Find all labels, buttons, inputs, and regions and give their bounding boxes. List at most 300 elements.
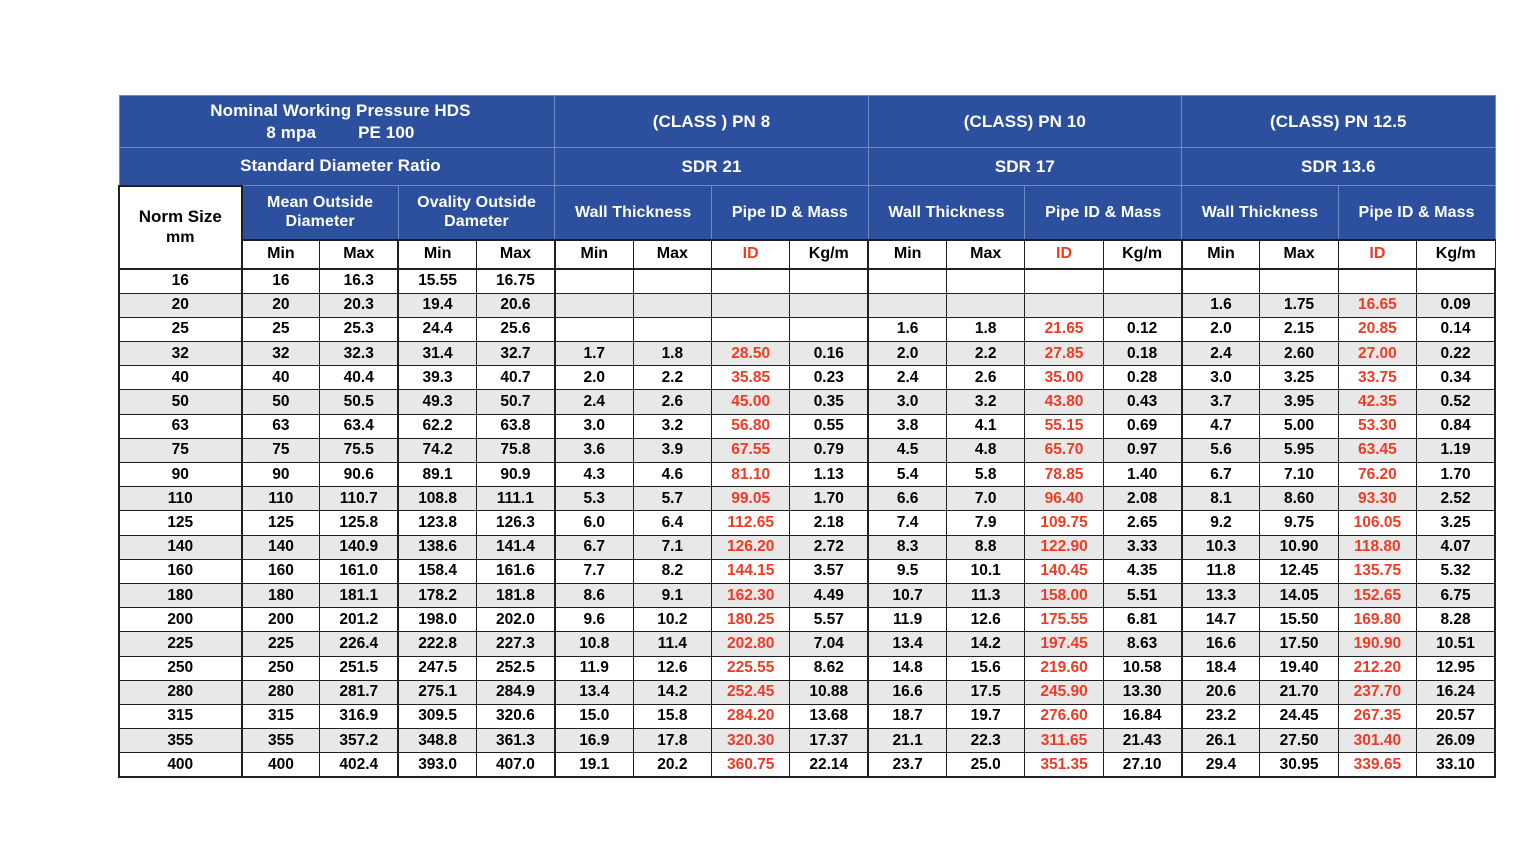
cell-pn125-wall-min: 4.7 <box>1182 414 1260 438</box>
cell-pn10-kgm: 2.65 <box>1103 511 1181 535</box>
cell-pn8-id: 252.45 <box>712 680 790 704</box>
cell-pn8-wall-min: 10.8 <box>555 632 633 656</box>
cell-pn8-wall-min: 6.0 <box>555 511 633 535</box>
cell-pn8-id: 112.65 <box>712 511 790 535</box>
cell-mean-od-min: 280 <box>242 680 320 704</box>
cell-pn125-id: 33.75 <box>1338 366 1416 390</box>
table-row <box>119 583 1495 607</box>
cell-mean-od-max: 357.2 <box>320 729 398 753</box>
cell-pn125-id: 63.45 <box>1338 438 1416 462</box>
cell-pn10-kgm: 10.58 <box>1103 656 1181 680</box>
pipe-id-mass-header-pn125: Pipe ID & Mass <box>1338 186 1495 240</box>
cell-pn8-wall-min <box>555 293 633 317</box>
cell-pn125-wall-max: 15.50 <box>1260 608 1338 632</box>
cell-pn125-wall-min: 10.3 <box>1182 535 1260 559</box>
cell-ovality-od-min: 15.55 <box>398 269 476 294</box>
cell-pn8-id <box>712 293 790 317</box>
cell-pn10-id: 140.45 <box>1025 559 1103 583</box>
sdr-value-pn125: SDR 13.6 <box>1182 148 1495 186</box>
cell-mean-od-min: 110 <box>242 487 320 511</box>
cell-pn10-id: 197.45 <box>1025 632 1103 656</box>
table-row <box>119 632 1495 656</box>
cell-ovality-od-max: 20.6 <box>477 293 555 317</box>
norm-size-unit: mm <box>166 228 195 246</box>
subheader-pn8-wt-max: Max <box>633 240 711 269</box>
cell-mean-od-max: 181.1 <box>320 583 398 607</box>
cell-ovality-od-min: 19.4 <box>398 293 476 317</box>
cell-ovality-od-min: 39.3 <box>398 366 476 390</box>
cell-ovality-od-max: 32.7 <box>477 342 555 366</box>
cell-pn10-wall-max: 11.3 <box>947 583 1025 607</box>
cell-pn125-id: 212.20 <box>1338 656 1416 680</box>
cell-pn125-id: 106.05 <box>1338 511 1416 535</box>
cell-pn8-id: 56.80 <box>712 414 790 438</box>
subheader-pn10-id: ID <box>1025 240 1103 269</box>
cell-pn125-wall-max: 21.70 <box>1260 680 1338 704</box>
cell-mean-od-min: 160 <box>242 559 320 583</box>
cell-pn125-wall-max: 19.40 <box>1260 656 1338 680</box>
cell-pn10-wall-max: 3.2 <box>947 390 1025 414</box>
cell-pn125-kgm: 8.28 <box>1417 608 1495 632</box>
cell-mean-od-max: 161.0 <box>320 559 398 583</box>
cell-pn125-wall-min: 13.3 <box>1182 583 1260 607</box>
cell-pn8-wall-max: 12.6 <box>633 656 711 680</box>
cell-mean-od-min: 225 <box>242 632 320 656</box>
wall-thickness-header-pn8: Wall Thickness <box>555 186 712 240</box>
cell-pn8-wall-max: 8.2 <box>633 559 711 583</box>
cell-pn10-wall-max: 10.1 <box>947 559 1025 583</box>
cell-pn125-wall-min: 3.7 <box>1182 390 1260 414</box>
class-header-pn8: (CLASS ) PN 8 <box>555 96 868 148</box>
cell-mean-od-min: 140 <box>242 535 320 559</box>
cell-pn125-wall-max: 2.60 <box>1260 342 1338 366</box>
cell-pn8-wall-max: 4.6 <box>633 463 711 487</box>
cell-pn125-kgm: 5.32 <box>1417 559 1495 583</box>
cell-pn125-wall-max: 1.75 <box>1260 293 1338 317</box>
cell-ovality-od-min: 247.5 <box>398 656 476 680</box>
cell-ovality-od-max: 252.5 <box>477 656 555 680</box>
cell-ovality-od-max: 181.8 <box>477 583 555 607</box>
table-row <box>119 511 1495 535</box>
cell-ovality-od-min: 275.1 <box>398 680 476 704</box>
cell-pn8-kgm: 3.57 <box>790 559 868 583</box>
cell-norm-size: 63 <box>119 414 242 438</box>
table-row <box>119 438 1495 462</box>
cell-pn10-wall-min <box>868 293 946 317</box>
cell-norm-size: 125 <box>119 511 242 535</box>
cell-mean-od-max: 20.3 <box>320 293 398 317</box>
cell-pn10-wall-min: 16.6 <box>868 680 946 704</box>
cell-pn8-wall-min: 3.6 <box>555 438 633 462</box>
cell-pn10-wall-min: 10.7 <box>868 583 946 607</box>
cell-pn8-id: 202.80 <box>712 632 790 656</box>
cell-pn8-wall-max: 3.2 <box>633 414 711 438</box>
table-row <box>119 656 1495 680</box>
cell-pn10-wall-max: 4.1 <box>947 414 1025 438</box>
cell-pn125-wall-max: 5.95 <box>1260 438 1338 462</box>
cell-mean-od-min: 75 <box>242 438 320 462</box>
subheader-pn125-wt-max: Max <box>1260 240 1338 269</box>
cell-pn10-kgm: 6.81 <box>1103 608 1181 632</box>
cell-norm-size: 200 <box>119 608 242 632</box>
mean-outside-diameter-header: Mean Outside Diameter <box>242 186 399 240</box>
cell-pn10-kgm: 3.33 <box>1103 535 1181 559</box>
subheader-mod-min: Min <box>242 240 320 269</box>
cell-ovality-od-min: 198.0 <box>398 608 476 632</box>
cell-pn8-wall-max: 2.6 <box>633 390 711 414</box>
cell-mean-od-min: 40 <box>242 366 320 390</box>
cell-pn125-id: 237.70 <box>1338 680 1416 704</box>
cell-pn8-wall-max: 11.4 <box>633 632 711 656</box>
cell-pn125-wall-min: 14.7 <box>1182 608 1260 632</box>
cell-norm-size: 40 <box>119 366 242 390</box>
cell-pn125-wall-min: 23.2 <box>1182 704 1260 728</box>
cell-pn10-kgm: 8.63 <box>1103 632 1181 656</box>
cell-norm-size: 140 <box>119 535 242 559</box>
cell-pn8-wall-min: 3.0 <box>555 414 633 438</box>
cell-pn8-wall-max: 5.7 <box>633 487 711 511</box>
cell-norm-size: 280 <box>119 680 242 704</box>
cell-ovality-od-min: 158.4 <box>398 559 476 583</box>
cell-pn10-kgm: 16.84 <box>1103 704 1181 728</box>
cell-mean-od-max: 90.6 <box>320 463 398 487</box>
cell-pn10-id: 245.90 <box>1025 680 1103 704</box>
cell-pn8-kgm: 1.70 <box>790 487 868 511</box>
cell-pn8-wall-max: 14.2 <box>633 680 711 704</box>
cell-pn8-wall-min: 2.4 <box>555 390 633 414</box>
cell-pn8-wall-min <box>555 317 633 341</box>
cell-pn10-id: 27.85 <box>1025 342 1103 366</box>
cell-pn125-kgm: 0.84 <box>1417 414 1495 438</box>
cell-ovality-od-max: 16.75 <box>477 269 555 294</box>
cell-mean-od-min: 355 <box>242 729 320 753</box>
cell-pn8-id: 225.55 <box>712 656 790 680</box>
cell-ovality-od-max: 407.0 <box>477 753 555 778</box>
wall-thickness-header-pn10: Wall Thickness <box>868 186 1025 240</box>
material-grade: PE 100 <box>358 122 415 142</box>
cell-ovality-od-max: 75.8 <box>477 438 555 462</box>
cell-pn125-wall-min: 16.6 <box>1182 632 1260 656</box>
cell-pn8-wall-min: 1.7 <box>555 342 633 366</box>
cell-pn10-kgm: 0.28 <box>1103 366 1181 390</box>
cell-pn125-id: 93.30 <box>1338 487 1416 511</box>
cell-pn10-wall-max: 14.2 <box>947 632 1025 656</box>
header-row-class <box>119 96 1495 148</box>
cell-pn10-wall-max: 8.8 <box>947 535 1025 559</box>
cell-pn8-kgm: 17.37 <box>790 729 868 753</box>
pipe-id-mass-header-pn8: Pipe ID & Mass <box>712 186 869 240</box>
cell-pn10-id: 65.70 <box>1025 438 1103 462</box>
cell-pn8-wall-min <box>555 269 633 294</box>
pipe-dimension-table <box>118 95 1496 778</box>
cell-ovality-od-max: 25.6 <box>477 317 555 341</box>
table-row <box>119 366 1495 390</box>
cell-mean-od-min: 250 <box>242 656 320 680</box>
cell-pn10-id: 55.15 <box>1025 414 1103 438</box>
cell-pn8-wall-min: 4.3 <box>555 463 633 487</box>
cell-mean-od-min: 25 <box>242 317 320 341</box>
header-row-subcolumns <box>119 240 1495 269</box>
cell-ovality-od-max: 202.0 <box>477 608 555 632</box>
cell-pn10-wall-max: 4.8 <box>947 438 1025 462</box>
cell-pn10-wall-min: 8.3 <box>868 535 946 559</box>
table-header <box>119 96 1495 269</box>
cell-pn10-kgm: 0.12 <box>1103 317 1181 341</box>
cell-pn8-wall-max: 2.2 <box>633 366 711 390</box>
cell-pn10-wall-min: 13.4 <box>868 632 946 656</box>
standard-diameter-ratio-label: Standard Diameter Ratio <box>119 148 555 186</box>
table-row <box>119 535 1495 559</box>
cell-pn8-id: 81.10 <box>712 463 790 487</box>
cell-ovality-od-max: 40.7 <box>477 366 555 390</box>
cell-pn8-kgm: 13.68 <box>790 704 868 728</box>
cell-pn125-wall-min: 18.4 <box>1182 656 1260 680</box>
cell-pn125-wall-max: 2.15 <box>1260 317 1338 341</box>
cell-pn10-wall-min: 14.8 <box>868 656 946 680</box>
cell-pn10-wall-min: 2.4 <box>868 366 946 390</box>
cell-pn125-id: 76.20 <box>1338 463 1416 487</box>
table-row <box>119 704 1495 728</box>
cell-pn10-kgm <box>1103 269 1181 294</box>
cell-pn8-wall-max: 20.2 <box>633 753 711 778</box>
cell-pn8-kgm <box>790 293 868 317</box>
subheader-pn8-kgm: Kg/m <box>790 240 868 269</box>
cell-pn10-kgm: 27.10 <box>1103 753 1181 778</box>
table-row <box>119 729 1495 753</box>
cell-pn10-wall-max <box>947 293 1025 317</box>
cell-pn125-kgm <box>1417 269 1495 294</box>
cell-norm-size: 400 <box>119 753 242 778</box>
cell-pn125-wall-max: 30.95 <box>1260 753 1338 778</box>
header-row-sdr <box>119 148 1495 186</box>
subheader-mod-max: Max <box>320 240 398 269</box>
subheader-pn10-kgm: Kg/m <box>1103 240 1181 269</box>
cell-mean-od-min: 315 <box>242 704 320 728</box>
cell-pn10-id: 175.55 <box>1025 608 1103 632</box>
cell-pn10-wall-min: 2.0 <box>868 342 946 366</box>
cell-pn125-kgm: 1.70 <box>1417 463 1495 487</box>
cell-norm-size: 16 <box>119 269 242 294</box>
cell-pn125-wall-max: 5.00 <box>1260 414 1338 438</box>
cell-pn10-kgm: 0.69 <box>1103 414 1181 438</box>
cell-pn125-wall-max: 9.75 <box>1260 511 1338 535</box>
cell-norm-size: 90 <box>119 463 242 487</box>
cell-pn10-wall-max: 5.8 <box>947 463 1025 487</box>
cell-pn125-kgm: 6.75 <box>1417 583 1495 607</box>
cell-norm-size: 180 <box>119 583 242 607</box>
cell-pn8-wall-max: 7.1 <box>633 535 711 559</box>
cell-pn8-wall-min: 19.1 <box>555 753 633 778</box>
cell-pn125-wall-min: 11.8 <box>1182 559 1260 583</box>
cell-mean-od-max: 201.2 <box>320 608 398 632</box>
pipe-id-mass-header-pn10: Pipe ID & Mass <box>1025 186 1182 240</box>
cell-ovality-od-min: 309.5 <box>398 704 476 728</box>
cell-pn10-wall-max: 2.6 <box>947 366 1025 390</box>
cell-pn125-kgm: 4.07 <box>1417 535 1495 559</box>
cell-pn125-id: 152.65 <box>1338 583 1416 607</box>
cell-ovality-od-max: 111.1 <box>477 487 555 511</box>
table-row <box>119 608 1495 632</box>
cell-pn8-wall-max: 17.8 <box>633 729 711 753</box>
cell-pn8-id <box>712 269 790 294</box>
cell-pn10-wall-min: 3.0 <box>868 390 946 414</box>
cell-pn8-kgm: 7.04 <box>790 632 868 656</box>
cell-pn10-wall-min: 3.8 <box>868 414 946 438</box>
cell-pn8-kgm <box>790 269 868 294</box>
cell-ovality-od-max: 126.3 <box>477 511 555 535</box>
subheader-pn8-wt-min: Min <box>555 240 633 269</box>
cell-pn125-wall-min: 20.6 <box>1182 680 1260 704</box>
cell-pn8-kgm: 2.18 <box>790 511 868 535</box>
cell-pn10-id: 276.60 <box>1025 704 1103 728</box>
cell-ovality-od-max: 161.6 <box>477 559 555 583</box>
cell-pn10-id: 21.65 <box>1025 317 1103 341</box>
cell-mean-od-min: 20 <box>242 293 320 317</box>
cell-pn10-wall-max: 7.0 <box>947 487 1025 511</box>
cell-pn10-wall-max: 19.7 <box>947 704 1025 728</box>
cell-pn8-kgm: 1.13 <box>790 463 868 487</box>
pipe-specification-sheet <box>118 95 1496 778</box>
cell-ovality-od-min: 178.2 <box>398 583 476 607</box>
sdr-value-pn10: SDR 17 <box>868 148 1181 186</box>
cell-mean-od-max: 125.8 <box>320 511 398 535</box>
cell-ovality-od-max: 50.7 <box>477 390 555 414</box>
cell-pn8-wall-min: 8.6 <box>555 583 633 607</box>
cell-pn8-kgm: 0.79 <box>790 438 868 462</box>
cell-pn10-kgm: 13.30 <box>1103 680 1181 704</box>
subheader-ov-max: Max <box>477 240 555 269</box>
cell-pn10-wall-max: 1.8 <box>947 317 1025 341</box>
cell-pn125-kgm: 0.09 <box>1417 293 1495 317</box>
cell-pn10-wall-min: 4.5 <box>868 438 946 462</box>
cell-pn125-wall-min: 3.0 <box>1182 366 1260 390</box>
cell-mean-od-min: 200 <box>242 608 320 632</box>
cell-pn10-wall-max: 7.9 <box>947 511 1025 535</box>
cell-pn125-wall-max: 17.50 <box>1260 632 1338 656</box>
cell-pn8-wall-max: 3.9 <box>633 438 711 462</box>
cell-ovality-od-max: 284.9 <box>477 680 555 704</box>
table-row <box>119 317 1495 341</box>
class-header-pn125: (CLASS) PN 12.5 <box>1182 96 1495 148</box>
cell-pn125-wall-max: 12.45 <box>1260 559 1338 583</box>
cell-pn8-id: 126.20 <box>712 535 790 559</box>
cell-norm-size: 110 <box>119 487 242 511</box>
cell-pn8-id: 162.30 <box>712 583 790 607</box>
cell-pn125-kgm: 0.34 <box>1417 366 1495 390</box>
cell-pn10-id: 351.35 <box>1025 753 1103 778</box>
cell-pn125-id: 267.35 <box>1338 704 1416 728</box>
cell-pn8-kgm: 10.88 <box>790 680 868 704</box>
cell-pn10-wall-min <box>868 269 946 294</box>
cell-pn8-wall-min: 16.9 <box>555 729 633 753</box>
cell-pn8-id: 284.20 <box>712 704 790 728</box>
cell-ovality-od-max: 320.6 <box>477 704 555 728</box>
title-line-2 <box>127 122 555 144</box>
pressure-value: 8 mpa <box>266 122 317 142</box>
cell-pn10-id: 35.00 <box>1025 366 1103 390</box>
cell-pn10-id: 122.90 <box>1025 535 1103 559</box>
cell-pn8-id: 180.25 <box>712 608 790 632</box>
cell-pn10-id: 78.85 <box>1025 463 1103 487</box>
table-row <box>119 680 1495 704</box>
cell-pn10-wall-max <box>947 269 1025 294</box>
cell-ovality-od-min: 74.2 <box>398 438 476 462</box>
ovality-outside-diameter-header: Ovality Outside Dameter <box>398 186 555 240</box>
cell-pn8-id: 99.05 <box>712 487 790 511</box>
class-header-pn10: (CLASS) PN 10 <box>868 96 1181 148</box>
cell-pn125-kgm: 16.24 <box>1417 680 1495 704</box>
cell-pn125-wall-max: 10.90 <box>1260 535 1338 559</box>
cell-mean-od-min: 63 <box>242 414 320 438</box>
cell-pn8-wall-max <box>633 317 711 341</box>
cell-pn8-kgm: 0.16 <box>790 342 868 366</box>
cell-pn10-kgm: 0.18 <box>1103 342 1181 366</box>
cell-mean-od-max: 50.5 <box>320 390 398 414</box>
cell-mean-od-min: 125 <box>242 511 320 535</box>
table-row <box>119 269 1495 294</box>
table-row <box>119 487 1495 511</box>
cell-pn8-wall-max <box>633 293 711 317</box>
cell-pn10-id: 219.60 <box>1025 656 1103 680</box>
cell-mean-od-max: 25.3 <box>320 317 398 341</box>
cell-pn125-kgm: 0.22 <box>1417 342 1495 366</box>
cell-mean-od-max: 75.5 <box>320 438 398 462</box>
cell-pn10-kgm: 5.51 <box>1103 583 1181 607</box>
cell-ovality-od-max: 63.8 <box>477 414 555 438</box>
cell-pn8-kgm: 4.49 <box>790 583 868 607</box>
cell-pn10-kgm: 0.97 <box>1103 438 1181 462</box>
cell-pn10-wall-min: 11.9 <box>868 608 946 632</box>
cell-pn10-wall-max: 2.2 <box>947 342 1025 366</box>
cell-pn125-wall-min: 1.6 <box>1182 293 1260 317</box>
cell-ovality-od-min: 123.8 <box>398 511 476 535</box>
cell-pn125-id: 339.65 <box>1338 753 1416 778</box>
cell-mean-od-max: 281.7 <box>320 680 398 704</box>
cell-mean-od-max: 32.3 <box>320 342 398 366</box>
table-row <box>119 293 1495 317</box>
cell-pn125-kgm: 10.51 <box>1417 632 1495 656</box>
cell-ovality-od-min: 24.4 <box>398 317 476 341</box>
cell-pn10-kgm: 2.08 <box>1103 487 1181 511</box>
cell-ovality-od-min: 393.0 <box>398 753 476 778</box>
cell-norm-size: 20 <box>119 293 242 317</box>
subheader-pn10-wt-min: Min <box>868 240 946 269</box>
cell-norm-size: 315 <box>119 704 242 728</box>
cell-mean-od-max: 40.4 <box>320 366 398 390</box>
cell-pn125-id: 16.65 <box>1338 293 1416 317</box>
table-row <box>119 342 1495 366</box>
cell-pn10-wall-max: 15.6 <box>947 656 1025 680</box>
title-line-1: Nominal Working Pressure HDS <box>210 100 471 120</box>
cell-pn125-wall-max: 8.60 <box>1260 487 1338 511</box>
cell-pn10-id: 158.00 <box>1025 583 1103 607</box>
cell-ovality-od-max: 227.3 <box>477 632 555 656</box>
cell-pn8-wall-min: 7.7 <box>555 559 633 583</box>
cell-ovality-od-min: 138.6 <box>398 535 476 559</box>
cell-pn8-id: 35.85 <box>712 366 790 390</box>
cell-pn125-kgm: 12.95 <box>1417 656 1495 680</box>
cell-pn125-wall-min: 8.1 <box>1182 487 1260 511</box>
cell-pn8-wall-min: 13.4 <box>555 680 633 704</box>
cell-norm-size: 32 <box>119 342 242 366</box>
cell-pn10-id: 96.40 <box>1025 487 1103 511</box>
cell-pn10-kgm: 21.43 <box>1103 729 1181 753</box>
cell-pn10-wall-max: 22.3 <box>947 729 1025 753</box>
cell-ovality-od-min: 108.8 <box>398 487 476 511</box>
cell-pn8-wall-min: 11.9 <box>555 656 633 680</box>
cell-norm-size: 75 <box>119 438 242 462</box>
cell-pn125-kgm: 3.25 <box>1417 511 1495 535</box>
